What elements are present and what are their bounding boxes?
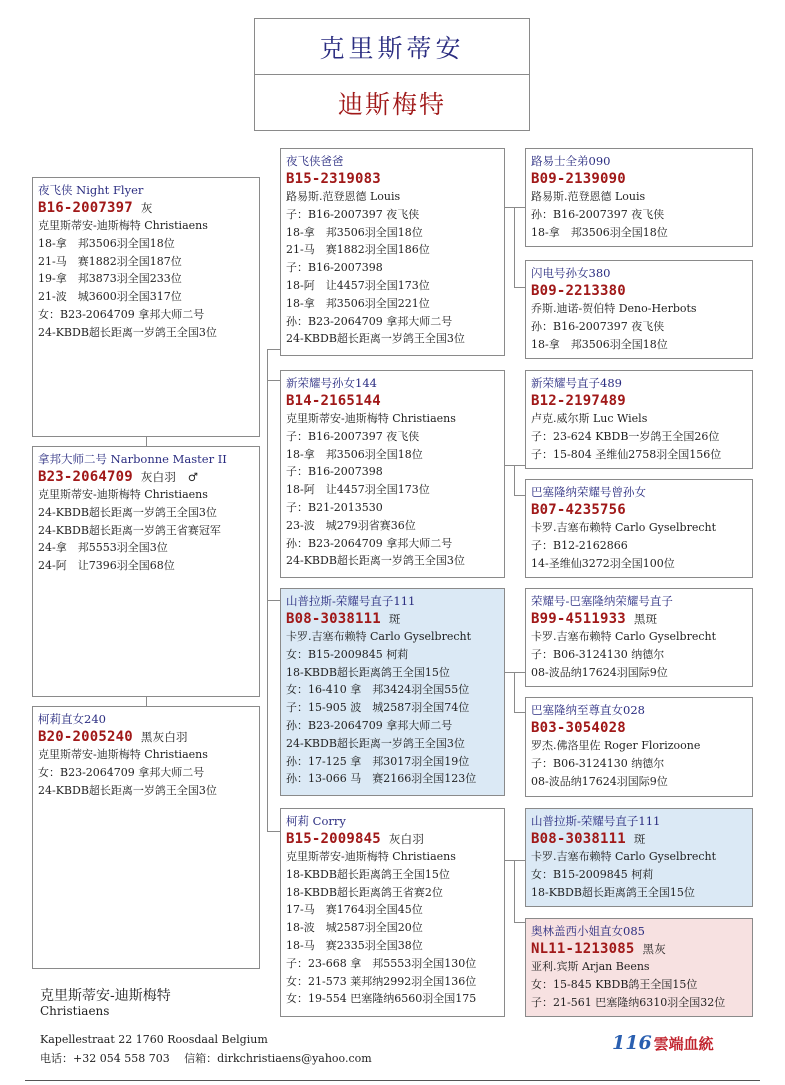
pigeon-color: 斑 (633, 832, 646, 846)
detail-line: 女：16-410 拿 邦3424羽全国55位 (286, 683, 470, 697)
detail-line: 21-马 赛1882羽全国187位 (38, 254, 182, 268)
detail-line: 21-马 赛1882羽全国186位 (286, 243, 430, 257)
detail-line: 子：15-804 圣维仙2758羽全国156位 (531, 447, 722, 461)
detail-line: 孙：B23-2064709 拿邦大师二号 (286, 314, 453, 328)
pigeon-details (286, 188, 499, 348)
ring-number: B23-2064709 灰白羽 ♂ (38, 469, 199, 485)
connector-g3 (505, 672, 525, 673)
pigeon-card-sire[interactable] (280, 148, 505, 356)
detail-line: 女：B23-2064709 拿邦大师二号 (38, 307, 205, 321)
pigeon-name: 夜飞侠爸爸 (286, 154, 344, 168)
footer-contact: 电话：+32 054 558 703 信箱：dirkchristiaens@yahoo.com (40, 1052, 372, 1065)
connector-g1b (514, 287, 525, 288)
detail-line: 子：B21-2013530 (286, 500, 383, 514)
detail-line: 路易斯.范登恩德 Louis (286, 190, 401, 203)
detail-line: 克里斯蒂安-迪斯梅特 Christiaens (286, 412, 456, 425)
detail-line: 19-拿 邦3873羽全国233位 (38, 272, 182, 286)
pigeon-details (38, 486, 254, 575)
bottom-divider (25, 1080, 760, 1081)
detail-line: 亚利.宾斯 Arjan Beens (531, 960, 650, 973)
connector-subject-mate (146, 437, 147, 446)
pigeon-card-gs3[interactable] (525, 588, 753, 687)
pigeon-card-mate[interactable] (32, 446, 260, 697)
detail-line: 子：B06-3124130 纳德尔 (531, 647, 665, 661)
connector-g3v (514, 672, 515, 712)
logo-text: 雲端血統 (653, 1035, 714, 1053)
detail-line: 24-KBDB超长距离一岁鸽王全国3位 (38, 325, 217, 339)
detail-line: 18-KBDB超长距离鸽王省赛2位 (286, 885, 443, 899)
connector-sire (267, 349, 280, 350)
pigeon-name: 巴塞隆纳至尊直女028 (531, 703, 645, 717)
detail-line: 14-圣维仙3272羽全国100位 (531, 556, 675, 570)
pigeon-color: 黑灰 (642, 942, 666, 956)
detail-line: 17-马 赛1764羽全国45位 (286, 903, 423, 917)
detail-line: 子：23-624 KBDB一岁鸽王全国26位 (531, 429, 720, 443)
pigeon-name: 山普拉斯-荣耀号直子111 (531, 814, 661, 828)
pigeon-card-third[interactable] (32, 706, 260, 969)
pigeon-details (286, 848, 499, 1008)
detail-line: 女：19-554 巴塞隆纳6560羽全国175 (286, 992, 477, 1006)
detail-line: 子：B16-2007398 (286, 261, 383, 275)
pigeon-card-gd2[interactable] (525, 479, 753, 578)
detail-line: 18-拿 邦3506羽全国18位 (531, 225, 668, 239)
pigeon-name: 路易士全弟090 (531, 154, 611, 168)
pigeon-name: 拿邦大师二号 Narbonne Master II (38, 452, 227, 466)
connector-g2 (505, 465, 525, 466)
pigeon-color: 黑斑 (633, 612, 658, 626)
ring-number: B07-4235756 (531, 502, 626, 518)
pigeon-card-dam[interactable] (280, 370, 505, 578)
connector-g1 (505, 207, 525, 208)
detail-line: 孙：B23-2064709 拿邦大师二号 (286, 536, 453, 550)
detail-line: 23-波 城279羽省赛36位 (286, 518, 416, 532)
detail-line: 24-KBDB超长距离一岁鸽王全国3位 (286, 736, 465, 750)
pigeon-details (531, 410, 747, 463)
detail-line: 卡罗.吉塞布赖特 Carlo Gyselbrecht (531, 630, 717, 643)
pigeon-card-gs4[interactable] (525, 808, 753, 907)
logo-number: 116 (612, 1032, 652, 1054)
pedigree-title (254, 18, 530, 131)
ring-number: B15-2319083 (286, 171, 381, 187)
detail-line: 24-KBDB超长距离一岁鸽王全国3位 (286, 554, 465, 568)
pigeon-name: 新荣耀号孙女144 (286, 376, 377, 390)
detail-line: 孙：B16-2007397 夜飞侠 (531, 319, 665, 333)
detail-line: 子：B16-2007397 夜飞侠 (286, 429, 420, 443)
connector-sire-dam (267, 349, 268, 832)
pigeon-color: 黑灰白羽 (140, 730, 188, 744)
detail-line: 女：15-845 KBDB鸽王全国15位 (531, 977, 698, 991)
pigeon-name: 柯莉直女240 (38, 712, 106, 726)
detail-line: 18-拿 邦3506羽全国18位 (38, 236, 175, 250)
pigeon-name: 夜飞侠 Night Flyer (38, 183, 144, 197)
pigeon-details (38, 217, 254, 342)
ring-number: B99-4511933 黑斑 (531, 611, 658, 627)
ring-number: B12-2197489 (531, 393, 626, 409)
pigeon-name: 巴塞隆纳荣耀号曾孙女 (531, 485, 646, 499)
pigeon-details (531, 300, 747, 353)
connector-g3b (514, 712, 525, 713)
pigeon-card-gd3[interactable] (525, 697, 753, 797)
pigeon-name: 柯莉 Corry (286, 814, 346, 828)
footer-owner-cn: 克里斯蒂安-迪斯梅特 (40, 988, 171, 1004)
pigeon-card-dam3[interactable] (280, 808, 505, 1017)
detail-line: 乔斯.迪诺-贺伯特 Deno-Herbots (531, 302, 697, 315)
pigeon-details (286, 628, 499, 788)
detail-line: 卡罗.吉塞布赖特 Carlo Gyselbrecht (531, 850, 717, 863)
ring-number: B08-3038111 斑 (531, 831, 646, 847)
pigeon-details (531, 737, 747, 790)
detail-line: 克里斯蒂安-迪斯梅特 Christiaens (38, 748, 208, 761)
detail-line: 24-KBDB超长距离一岁鸽王全国3位 (286, 332, 465, 346)
detail-line: 女：B15-2009845 柯莉 (531, 867, 654, 881)
connector-g2v (514, 465, 515, 495)
connector-sire3 (267, 600, 280, 601)
pigeon-color: 灰白羽 (388, 832, 425, 846)
detail-line: 女：B23-2064709 拿邦大师二号 (38, 765, 205, 779)
detail-line: 克里斯蒂安-迪斯梅特 Christiaens (286, 850, 456, 863)
pigeon-name: 新荣耀号直子489 (531, 376, 622, 390)
ring-number: B08-3038111 斑 (286, 611, 401, 627)
detail-line: 18-拿 邦3506羽全国221位 (286, 296, 430, 310)
detail-line: 21-波 城3600羽全国317位 (38, 290, 182, 304)
detail-line: 18-波 城2587羽全国20位 (286, 921, 423, 935)
detail-line: 克里斯蒂安-迪斯梅特 Christiaens (38, 488, 208, 501)
pigeon-details (531, 958, 747, 1011)
detail-line: 子：B12-2162866 (531, 538, 628, 552)
detail-line: 18-KBDB超长距离鸽王全国15位 (531, 885, 695, 899)
pigeon-color: 灰 (140, 201, 153, 215)
family-title: 迪斯梅特 (337, 90, 446, 119)
pigeon-details (531, 519, 747, 572)
ring-number: B03-3054028 (531, 720, 626, 736)
detail-line: 18-拿 邦3506羽全国18位 (286, 225, 423, 239)
connector-mate-third (146, 697, 147, 706)
detail-line: 子：B16-2007397 夜飞侠 (286, 207, 420, 221)
ring-number: B20-2005240 黑灰白羽 (38, 729, 188, 745)
ring-number: B09-2139090 (531, 171, 626, 187)
detail-line: 18-KBDB超长距离鸽王全国15位 (286, 867, 450, 881)
detail-line: 08-波品纳17624羽国际9位 (531, 774, 668, 788)
pigeon-name: 山普拉斯-荣耀号直子111 (286, 594, 416, 608)
brand-logo (612, 1032, 714, 1054)
ring-number: NL11-1213085 黑灰 (531, 941, 666, 957)
detail-line: 18-拿 邦3506羽全国18位 (531, 337, 668, 351)
pigeon-card-sire3[interactable] (280, 588, 505, 796)
pigeon-name: 闪电号孙女380 (531, 266, 611, 280)
detail-line: 08-波品纳17624羽国际9位 (531, 665, 668, 679)
detail-line: 18-马 赛2335羽全国38位 (286, 938, 423, 952)
pigeon-card-gs1[interactable] (525, 148, 753, 247)
detail-line: 24-KBDB超长距离一岁鸽王全国3位 (38, 783, 217, 797)
detail-line: 卡罗.吉塞布赖特 Carlo Gyselbrecht (531, 521, 717, 534)
pigeon-details (286, 410, 499, 570)
connector-g4 (505, 860, 525, 861)
detail-line: 女：21-573 莱邦纳2992羽全国136位 (286, 974, 477, 988)
detail-line: 孙：B16-2007397 夜飞侠 (531, 207, 665, 221)
footer-owner-en: Christiaens (40, 1004, 110, 1018)
detail-line: 18-KBDB超长距离鸽王全国15位 (286, 665, 450, 679)
detail-line: 24-KBDB超长距离一岁鸽王全国3位 (38, 505, 217, 519)
detail-line: 孙：B23-2064709 拿邦大师二号 (286, 718, 453, 732)
ring-number: B15-2009845 灰白羽 (286, 831, 425, 847)
pigeon-name: 荣耀号-巴塞隆纳荣耀号直子 (531, 594, 673, 608)
connector-dam (267, 380, 280, 381)
owner-title: 克里斯蒂安 (255, 19, 529, 75)
connector-g4v (514, 860, 515, 922)
pigeon-card-gd4[interactable] (525, 918, 753, 1017)
pigeon-details (38, 746, 254, 799)
detail-line: 孙：17-125 拿 邦3017羽全国19位 (286, 754, 470, 768)
connector-dam3 (267, 831, 280, 832)
footer-address: Kapellestraat 22 1760 Roosdaal Belgium (40, 1033, 268, 1046)
detail-line: 子：23-668 拿 邦5553羽全国130位 (286, 956, 477, 970)
ring-number: B16-2007397 灰 (38, 200, 153, 216)
pigeon-color: 斑 (388, 612, 401, 626)
pigeon-color: 灰白羽 ♂ (140, 470, 199, 484)
detail-line: 路易斯.范登恩德 Louis (531, 190, 646, 203)
detail-line: 女：B15-2009845 柯莉 (286, 647, 409, 661)
detail-line: 卢克.威尔斯 Luc Wiels (531, 412, 648, 425)
detail-line: 卡罗.吉塞布赖特 Carlo Gyselbrecht (286, 630, 472, 643)
ring-number: B09-2213380 (531, 283, 626, 299)
ring-number: B14-2165144 (286, 393, 381, 409)
detail-line: 18-阿 让4457羽全国173位 (286, 483, 430, 497)
connector-g2b (514, 495, 525, 496)
detail-line: 18-拿 邦3506羽全国18位 (286, 447, 423, 461)
detail-line: 克里斯蒂安-迪斯梅特 Christiaens (38, 219, 208, 232)
detail-line: 18-阿 让4457羽全国173位 (286, 278, 430, 292)
detail-line: 子：15-905 波 城2587羽全国74位 (286, 701, 470, 715)
detail-line: 子：B06-3124130 纳德尔 (531, 756, 665, 770)
pigeon-card-gs2[interactable] (525, 370, 753, 469)
detail-line: 24-阿 让7396羽全国68位 (38, 559, 175, 573)
pigeon-details (531, 628, 747, 681)
pigeon-details (531, 848, 747, 901)
detail-line: 24-拿 邦5553羽全国3位 (38, 541, 168, 555)
pigeon-card-subject[interactable] (32, 177, 260, 437)
connector-g4b (514, 922, 525, 923)
detail-line: 24-KBDB超长距离一岁鸽王省赛冠军 (38, 523, 221, 537)
pigeon-name: 奥林盖西小姐直女085 (531, 924, 645, 938)
detail-line: 罗杰.佛洛里佐 Roger Florizoone (531, 739, 701, 752)
detail-line: 子：B16-2007398 (286, 465, 383, 479)
pigeon-details (531, 188, 747, 241)
pigeon-card-gd1[interactable] (525, 260, 753, 359)
connector-g1v (514, 207, 515, 287)
detail-line: 子：21-561 巴塞隆纳6310羽全国32位 (531, 995, 726, 1009)
detail-line: 孙：13-066 马 赛2166羽全国123位 (286, 772, 477, 786)
